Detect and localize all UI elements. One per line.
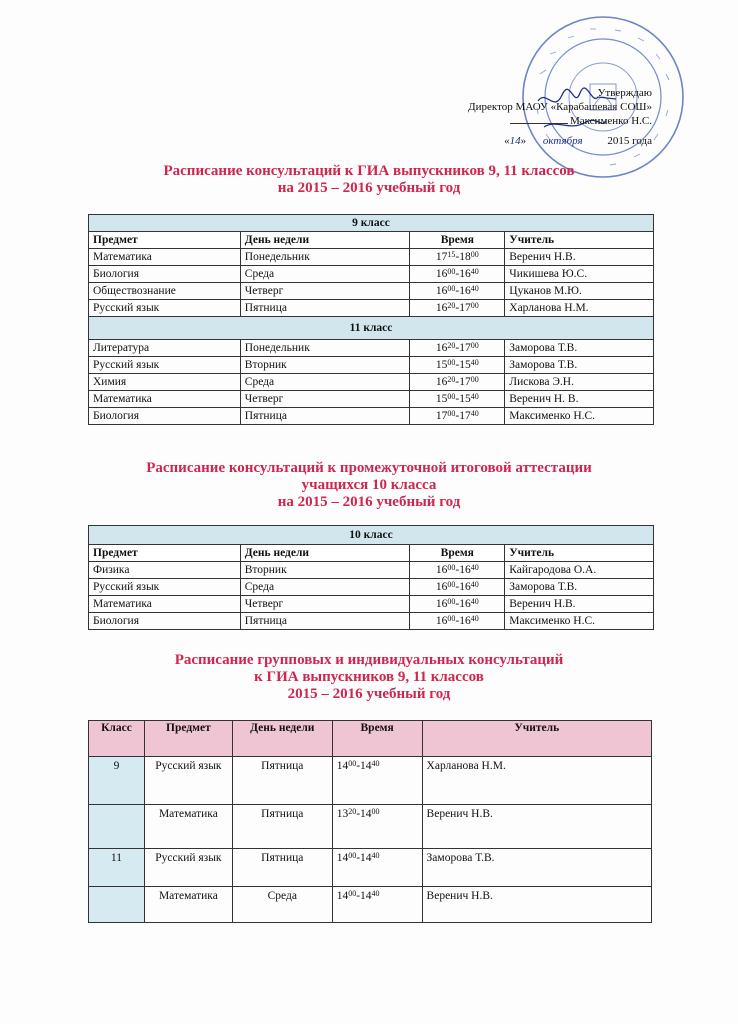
subject-cell: Русский язык bbox=[89, 579, 241, 596]
header-class: Класс bbox=[89, 721, 145, 757]
time-hours: 16 bbox=[435, 302, 448, 314]
header-day: День недели bbox=[240, 232, 410, 249]
time-minutes: 00 bbox=[447, 358, 456, 367]
subject-cell: Русский язык bbox=[89, 300, 241, 317]
subject-cell: Химия bbox=[89, 374, 241, 391]
time-hours: 16 bbox=[435, 268, 448, 280]
header-teacher: Учитель bbox=[505, 232, 654, 249]
teacher-cell: Кайгародова О.А. bbox=[505, 562, 654, 579]
time-cell bbox=[410, 357, 505, 374]
time-cell bbox=[410, 283, 505, 300]
group-header-row bbox=[89, 526, 654, 545]
header-subject: Предмет bbox=[89, 545, 241, 562]
time-cell bbox=[332, 757, 422, 805]
subject-cell: Русский язык bbox=[144, 757, 232, 805]
time-cell bbox=[410, 391, 505, 408]
time-minutes: 00 bbox=[447, 409, 456, 418]
day-cell: Понедельник bbox=[240, 249, 410, 266]
time-minutes: 40 bbox=[470, 358, 479, 367]
time-hours: -16 bbox=[455, 598, 471, 610]
time-hours: 16 bbox=[435, 598, 448, 610]
signature-line bbox=[510, 123, 568, 124]
teacher-cell: Веренич Н.В. bbox=[505, 249, 654, 266]
time-minutes: 00 bbox=[447, 267, 456, 276]
teacher-cell: Заморова Т.В. bbox=[505, 340, 654, 357]
day-cell: Пятница bbox=[240, 613, 410, 630]
time-minutes: 00 bbox=[470, 341, 479, 350]
time-minutes: 00 bbox=[470, 375, 479, 384]
time-cell bbox=[410, 596, 505, 613]
time-hours: 14 bbox=[336, 890, 349, 902]
table-header-row bbox=[89, 721, 652, 757]
time-minutes: 00 bbox=[447, 597, 456, 606]
teacher-cell: Заморова Т.В. bbox=[422, 849, 651, 887]
time-minutes: 40 bbox=[470, 267, 479, 276]
teacher-cell: Цуканов М.Ю. bbox=[505, 283, 654, 300]
time-hours: -14 bbox=[356, 852, 372, 864]
time-cell bbox=[410, 249, 505, 266]
time-hours: -17 bbox=[455, 376, 471, 388]
table-row bbox=[89, 887, 652, 923]
table-header-row bbox=[89, 232, 654, 249]
time-hours: 14 bbox=[336, 852, 349, 864]
section1-title: Расписание консультаций к ГИА выпускников 9, 11 классов на 2015 – 2016 учебный год bbox=[163, 163, 575, 196]
time-minutes: 00 bbox=[470, 250, 479, 259]
time-hours: -14 bbox=[356, 760, 372, 772]
header-day: День недели bbox=[232, 721, 332, 757]
group-label: 9 класс bbox=[89, 215, 654, 232]
time-cell bbox=[410, 266, 505, 283]
table-row bbox=[89, 266, 654, 283]
section3-title: Расписание групповых и индивидуальных консультаций к ГИА выпускников 9, 11 классов 2015 – 2016 учебный год bbox=[174, 652, 564, 702]
header-time: Время bbox=[410, 545, 505, 562]
table-row bbox=[89, 408, 654, 425]
table-group-consultations bbox=[88, 720, 652, 923]
header-teacher: Учитель bbox=[422, 721, 651, 757]
time-minutes: 40 bbox=[470, 409, 479, 418]
subject-cell: Математика bbox=[144, 805, 232, 849]
table-row bbox=[89, 757, 652, 805]
time-minutes: 00 bbox=[447, 284, 456, 293]
time-hours: -14 bbox=[356, 890, 372, 902]
table-row bbox=[89, 596, 654, 613]
subject-cell: Математика bbox=[144, 887, 232, 923]
time-minutes: 00 bbox=[447, 392, 456, 401]
day-cell: Среда bbox=[232, 887, 332, 923]
time-cell bbox=[410, 408, 505, 425]
subject-cell: Русский язык bbox=[144, 849, 232, 887]
time-cell bbox=[332, 805, 422, 849]
table-row bbox=[89, 613, 654, 630]
time-minutes: 00 bbox=[447, 580, 456, 589]
teacher-cell: Харланова Н.М. bbox=[422, 757, 651, 805]
table-row bbox=[89, 249, 654, 266]
time-minutes: 20 bbox=[447, 301, 456, 310]
teacher-cell: Заморова Т.В. bbox=[505, 579, 654, 596]
time-hours: -18 bbox=[455, 251, 471, 263]
teacher-cell: Веренич Н.В. bbox=[505, 596, 654, 613]
group-header-row bbox=[89, 317, 654, 340]
group-header-row bbox=[89, 215, 654, 232]
table-grade-10 bbox=[88, 525, 654, 630]
approval-date: «14» октября 2015 года bbox=[504, 135, 652, 147]
day-cell: Среда bbox=[240, 579, 410, 596]
time-minutes: 00 bbox=[371, 807, 380, 816]
header-day: День недели bbox=[240, 545, 410, 562]
approval-day: 14 bbox=[509, 135, 521, 147]
day-cell: Среда bbox=[240, 266, 410, 283]
day-cell: Пятница bbox=[232, 757, 332, 805]
table-row bbox=[89, 562, 654, 579]
table-row bbox=[89, 805, 652, 849]
subject-cell: Биология bbox=[89, 266, 241, 283]
time-minutes: 40 bbox=[470, 614, 479, 623]
time-hours: -15 bbox=[455, 359, 471, 371]
approval-year: 2015 года bbox=[607, 135, 652, 147]
subject-cell: Математика bbox=[89, 391, 241, 408]
time-minutes: 00 bbox=[447, 614, 456, 623]
teacher-cell: Максименко Н.С. bbox=[505, 613, 654, 630]
day-cell: Четверг bbox=[240, 391, 410, 408]
day-cell: Пятница bbox=[232, 805, 332, 849]
table-gia-9-11 bbox=[88, 214, 654, 425]
day-cell: Пятница bbox=[240, 408, 410, 425]
time-minutes: 15 bbox=[447, 250, 456, 259]
group-label: 11 класс bbox=[89, 317, 654, 340]
time-minutes: 20 bbox=[447, 341, 456, 350]
time-cell bbox=[332, 849, 422, 887]
time-cell bbox=[410, 579, 505, 596]
time-minutes: 00 bbox=[348, 889, 357, 898]
time-cell bbox=[410, 374, 505, 391]
subject-cell: Литература bbox=[89, 340, 241, 357]
subject-cell: Математика bbox=[89, 596, 241, 613]
section2-title: Расписание консультаций к промежуточной итоговой аттестации учащихся 10 класса на 2015 – 2016 учебный год bbox=[146, 460, 592, 510]
time-hours: 13 bbox=[336, 808, 349, 820]
time-hours: -15 bbox=[455, 393, 471, 405]
time-minutes: 00 bbox=[348, 759, 357, 768]
time-minutes: 40 bbox=[371, 851, 380, 860]
table-row bbox=[89, 357, 654, 374]
approval-block bbox=[468, 86, 652, 148]
teacher-cell: Чикишева Ю.С. bbox=[505, 266, 654, 283]
teacher-cell: Харланова Н.М. bbox=[505, 300, 654, 317]
header-time: Время bbox=[332, 721, 422, 757]
table-row bbox=[89, 849, 652, 887]
teacher-cell: Веренич Н.В. bbox=[422, 805, 651, 849]
time-minutes: 00 bbox=[470, 301, 479, 310]
approval-heading: Утверждаю bbox=[597, 87, 652, 99]
time-hours: 17 bbox=[435, 251, 448, 263]
time-hours: 14 bbox=[336, 760, 349, 772]
time-cell bbox=[410, 300, 505, 317]
header-subject: Предмет bbox=[144, 721, 232, 757]
day-cell: Пятница bbox=[240, 300, 410, 317]
subject-cell: Биология bbox=[89, 408, 241, 425]
day-cell: Вторник bbox=[240, 357, 410, 374]
subject-cell: Обществознание bbox=[89, 283, 241, 300]
group-label: 10 класс bbox=[89, 526, 654, 545]
table-row bbox=[89, 374, 654, 391]
teacher-cell: Лискова Э.Н. bbox=[505, 374, 654, 391]
day-cell: Четверг bbox=[240, 596, 410, 613]
time-hours: 16 bbox=[435, 376, 448, 388]
time-hours: -17 bbox=[455, 302, 471, 314]
approval-month: октября bbox=[542, 135, 583, 147]
day-cell: Понедельник bbox=[240, 340, 410, 357]
time-hours: 16 bbox=[435, 285, 448, 297]
day-cell: Пятница bbox=[232, 849, 332, 887]
time-hours: -16 bbox=[455, 268, 471, 280]
time-cell bbox=[332, 887, 422, 923]
time-hours: 16 bbox=[435, 615, 448, 627]
header-subject: Предмет bbox=[89, 232, 241, 249]
table-row bbox=[89, 391, 654, 408]
time-minutes: 40 bbox=[470, 284, 479, 293]
time-hours: 15 bbox=[435, 393, 448, 405]
day-cell: Четверг bbox=[240, 283, 410, 300]
time-minutes: 40 bbox=[371, 889, 380, 898]
class-cell bbox=[89, 887, 145, 923]
time-minutes: 40 bbox=[371, 759, 380, 768]
teacher-cell: Заморова Т.В. bbox=[505, 357, 654, 374]
teacher-cell: Веренич Н. В. bbox=[505, 391, 654, 408]
day-cell: Среда bbox=[240, 374, 410, 391]
time-hours: -16 bbox=[455, 285, 471, 297]
time-minutes: 40 bbox=[470, 597, 479, 606]
subject-cell: Биология bbox=[89, 613, 241, 630]
time-minutes: 00 bbox=[447, 563, 456, 572]
time-hours: -16 bbox=[455, 615, 471, 627]
subject-cell: Математика bbox=[89, 249, 241, 266]
table-row bbox=[89, 579, 654, 596]
time-hours: -17 bbox=[455, 410, 471, 422]
time-minutes: 20 bbox=[348, 807, 357, 816]
time-hours: -14 bbox=[356, 808, 372, 820]
day-cell: Вторник bbox=[240, 562, 410, 579]
table-header-row bbox=[89, 545, 654, 562]
teacher-cell: Веренич Н.В. bbox=[422, 887, 651, 923]
time-hours: -16 bbox=[455, 581, 471, 593]
header-teacher: Учитель bbox=[505, 545, 654, 562]
time-hours: 17 bbox=[435, 410, 448, 422]
table-row bbox=[89, 300, 654, 317]
time-hours: -17 bbox=[455, 342, 471, 354]
time-hours: 16 bbox=[435, 564, 448, 576]
table-row bbox=[89, 340, 654, 357]
class-cell: 9 bbox=[89, 757, 145, 805]
header-time: Время bbox=[410, 232, 505, 249]
class-cell: 11 bbox=[89, 849, 145, 887]
time-minutes: 40 bbox=[470, 580, 479, 589]
table-row bbox=[89, 283, 654, 300]
time-minutes: 40 bbox=[470, 563, 479, 572]
subject-cell: Русский язык bbox=[89, 357, 241, 374]
subject-cell: Физика bbox=[89, 562, 241, 579]
time-minutes: 00 bbox=[348, 851, 357, 860]
approval-director-name: Максименко Н.С. bbox=[569, 115, 652, 127]
time-minutes: 40 bbox=[470, 392, 479, 401]
time-cell bbox=[410, 562, 505, 579]
time-hours: 16 bbox=[435, 581, 448, 593]
approval-position: Директор МАОУ «Карабашевая СОШ» bbox=[468, 101, 652, 113]
time-minutes: 20 bbox=[447, 375, 456, 384]
time-cell bbox=[410, 613, 505, 630]
time-hours: 15 bbox=[435, 359, 448, 371]
class-cell bbox=[89, 805, 145, 849]
teacher-cell: Максименко Н.С. bbox=[505, 408, 654, 425]
time-hours: -16 bbox=[455, 564, 471, 576]
time-hours: 16 bbox=[435, 342, 448, 354]
time-cell bbox=[410, 340, 505, 357]
